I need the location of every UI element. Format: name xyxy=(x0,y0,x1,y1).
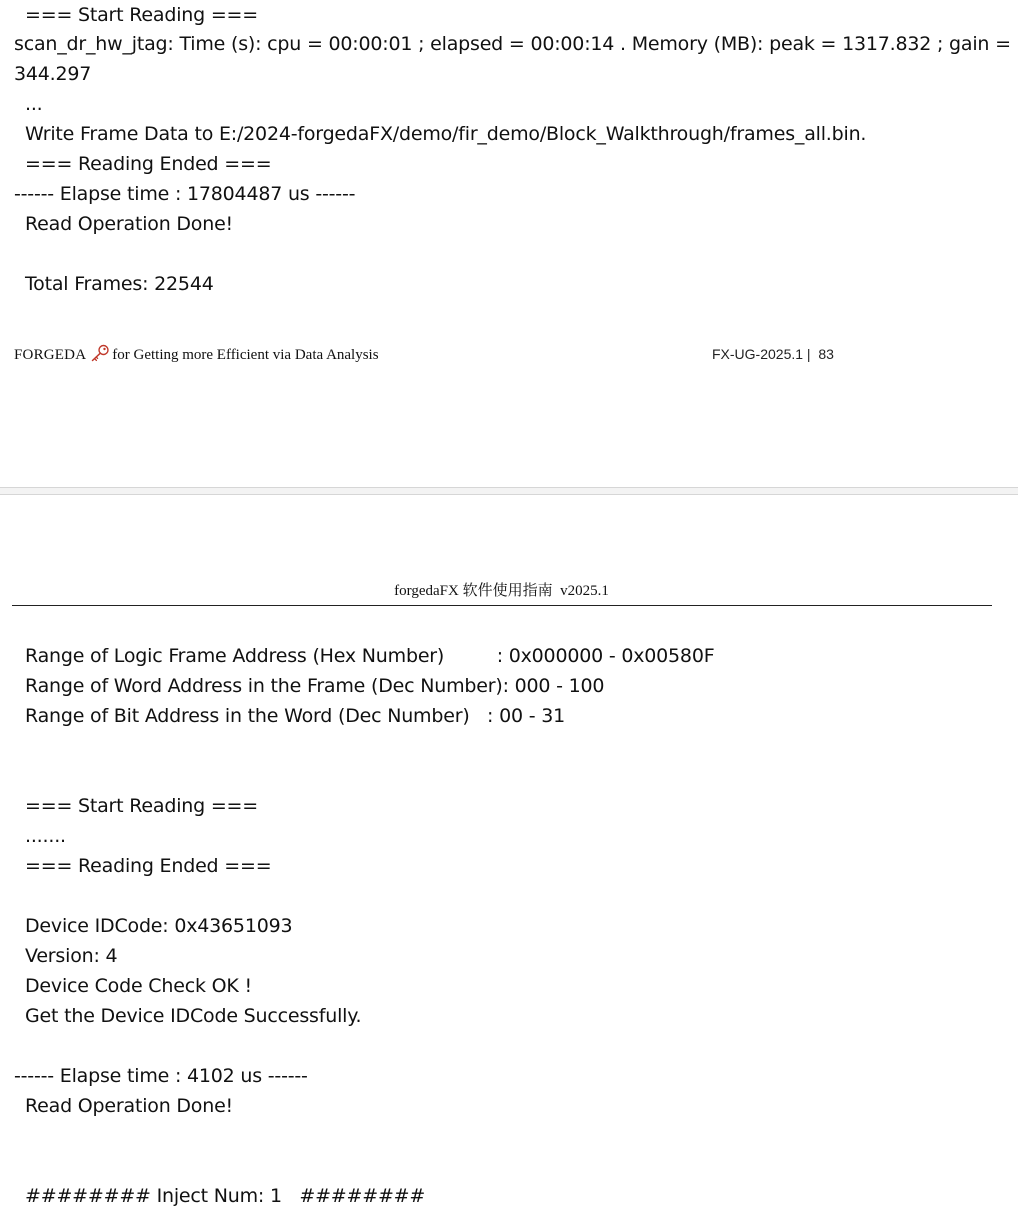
footer-doc-id: FX-UG-2025.1 | 83 xyxy=(712,346,834,362)
range-word-address: Range of Word Address in the Frame (Dec Number): 000 - 100 xyxy=(25,675,605,697)
log-total-frames: Total Frames: 22544 xyxy=(25,273,214,295)
key-icon xyxy=(90,344,110,362)
log-dots: ....... xyxy=(25,825,66,847)
device-idcode: Device IDCode: 0x43651093 xyxy=(25,915,293,937)
log-read-done: Read Operation Done! xyxy=(25,213,233,235)
page-header-title: forgedaFX 软件使用指南 v2025.1 xyxy=(394,583,609,599)
log-elapse-time: ------ Elapse time : 17804487 us ------ xyxy=(14,183,356,205)
range-logic-frame-address: Range of Logic Frame Address (Hex Number) : 0x000000 - 0x00580F xyxy=(25,645,715,667)
footer-tagline: for Getting more Efficient via Data Analysis xyxy=(112,347,379,363)
page-footer xyxy=(14,344,379,365)
inject-num: ######## Inject Num: 1 ######## xyxy=(25,1185,426,1207)
log-scan-gain: 344.297 xyxy=(14,63,92,85)
device-idcode-success: Get the Device IDCode Successfully. xyxy=(25,1005,362,1027)
log-write-frame: Write Frame Data to E:/2024-forgedaFX/demo/fir_demo/Block_Walkthrough/frames_all.bin. xyxy=(25,123,867,145)
log-reading-ended-2: === Reading Ended === xyxy=(25,855,272,877)
footer-brand: FORGEDA xyxy=(14,347,87,363)
log-start-reading-2: === Start Reading === xyxy=(25,795,258,817)
log-elapse-time-2: ------ Elapse time : 4102 us ------ xyxy=(14,1065,308,1087)
device-code-check: Device Code Check OK ! xyxy=(25,975,252,997)
page-separator xyxy=(0,487,1018,495)
log-scan-time: scan_dr_hw_jtag: Time (s): cpu = 00:00:01 ; elapsed = 00:00:14 . Memory (MB): peak = 1317.832 ; gain = xyxy=(14,33,1011,55)
range-bit-address: Range of Bit Address in the Word (Dec Number) : 00 - 31 xyxy=(25,705,565,727)
device-version: Version: 4 xyxy=(25,945,118,967)
log-start-reading: === Start Reading === xyxy=(25,4,258,26)
log-read-done-2: Read Operation Done! xyxy=(25,1095,233,1117)
log-ellipsis: ... xyxy=(25,93,43,115)
log-reading-ended: === Reading Ended === xyxy=(25,153,272,175)
page-header-rule xyxy=(12,605,992,606)
